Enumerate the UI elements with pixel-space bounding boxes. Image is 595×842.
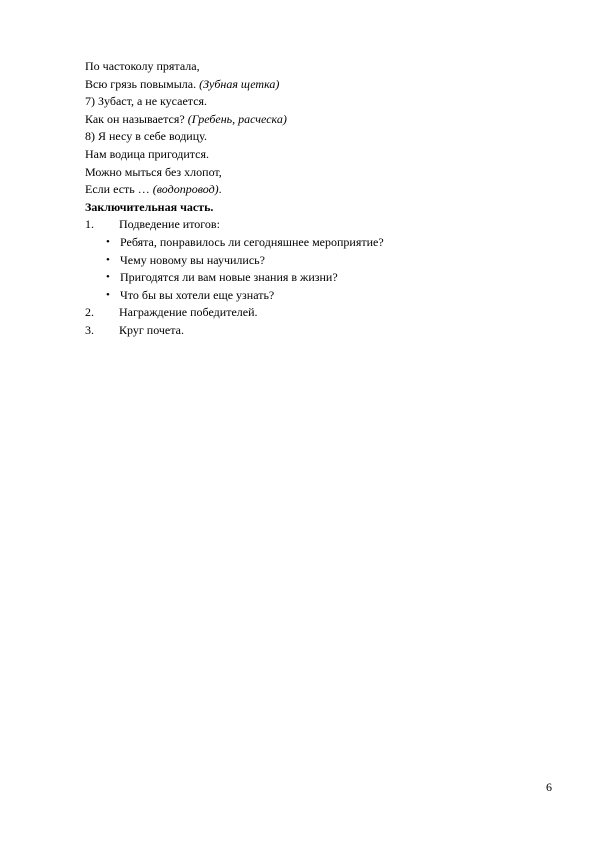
list-item: • Ребята, понравилось ли сегодняшнее мероприятие? — [85, 234, 535, 252]
section-heading: Заключительная часть. — [85, 199, 214, 214]
riddle-line: Если есть … (водопровод). — [85, 182, 222, 197]
item-label: Подведение итогов: — [119, 217, 220, 232]
numbered-item — [85, 216, 535, 234]
riddle-line: Нам водица пригодится. — [85, 146, 209, 161]
riddle-line: Всю грязь повымыла. (Зубная щетка) — [85, 76, 280, 91]
riddle-answer: (Зубная щетка) — [199, 76, 280, 91]
item-number: 3. — [85, 322, 94, 337]
riddle-line: Можно мыться без хлопот, — [85, 164, 222, 179]
questions-list — [85, 234, 535, 304]
bullet-icon: • — [106, 271, 110, 284]
bullet-icon: • — [106, 288, 110, 301]
riddle-line: 7) Зубаст, а не кусается. — [85, 94, 208, 109]
bullet-icon: • — [106, 253, 110, 266]
item-number: 1. — [85, 217, 94, 232]
list-item: • Чему новому вы научились? — [85, 252, 535, 270]
riddle-line: Как он называется? (Гребень, расческа) — [85, 111, 287, 126]
numbered-item — [85, 304, 535, 322]
bullet-icon: • — [106, 235, 110, 248]
list-item: • Пригодятся ли вам новые знания в жизни? — [85, 269, 535, 287]
numbered-item — [85, 322, 535, 340]
riddle-line: 8) Я несу в себе водицу. — [85, 129, 207, 144]
riddle-line: По частоколу прятала, — [85, 59, 200, 73]
page-content — [85, 58, 535, 340]
item-number: 2. — [85, 305, 94, 320]
riddle-answer: (Гребень, расческа) — [187, 111, 287, 126]
riddle-answer: (водопровод) — [152, 182, 219, 197]
page-number: 6 — [546, 780, 552, 794]
item-label: Круг почета. — [119, 322, 184, 337]
list-item: • Что бы вы хотели еще узнать? — [85, 287, 535, 305]
item-label: Награждение победителей. — [119, 305, 258, 320]
